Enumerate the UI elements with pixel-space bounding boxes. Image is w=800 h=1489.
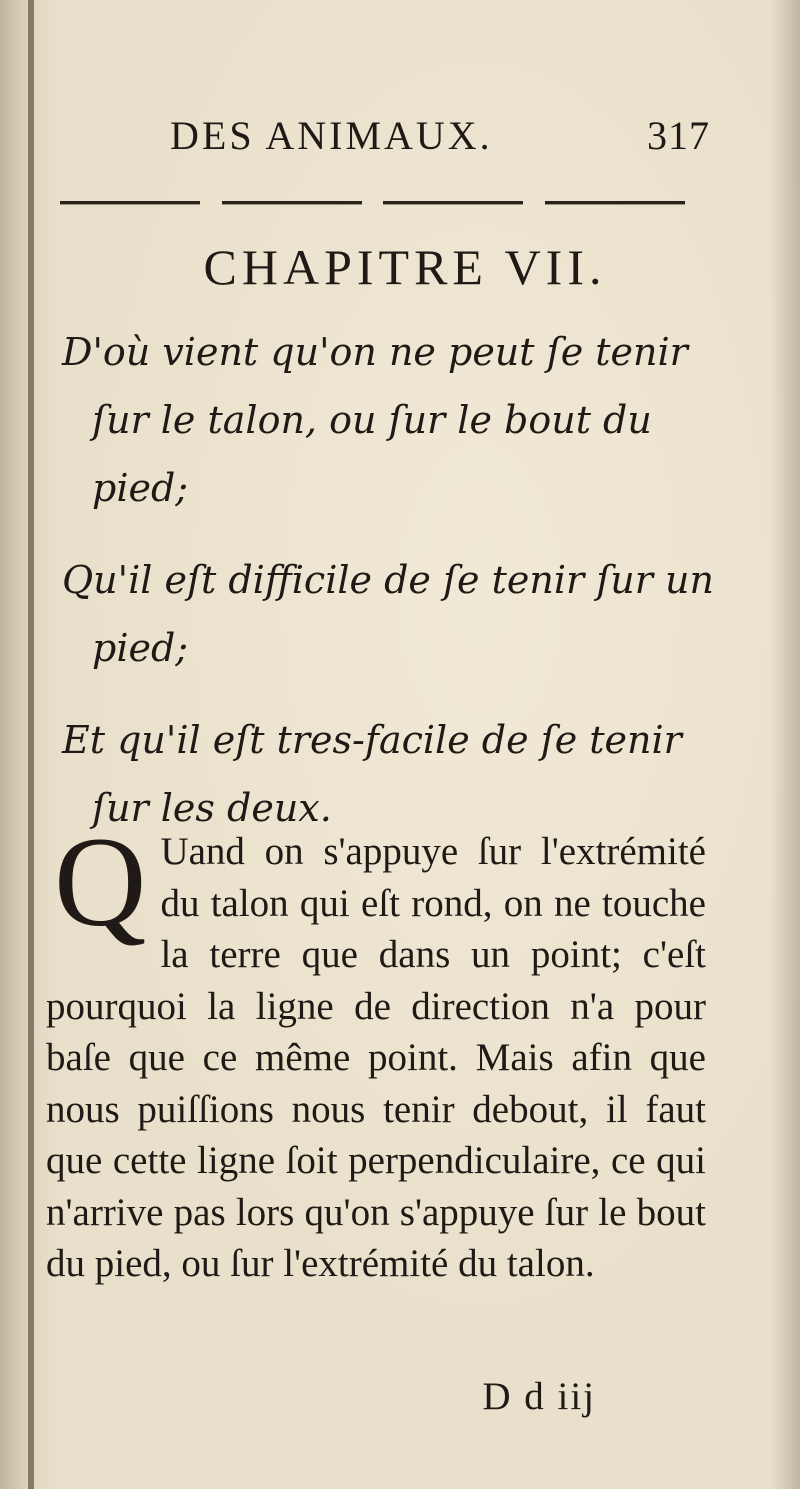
- running-title: DES ANIMAUX.: [170, 113, 493, 158]
- body-paragraph: [46, 811, 706, 1290]
- running-head: [150, 112, 710, 172]
- page-footer: [46, 1374, 706, 1434]
- rule-segment: [222, 201, 362, 204]
- rule-segment: [545, 201, 685, 204]
- page-edge-shading: [770, 0, 800, 1489]
- ornamental-rule: [60, 196, 685, 208]
- rule-segment: [383, 201, 523, 204]
- signature-mark: D d iij: [482, 1375, 596, 1418]
- summary-line-1: D'où vient qu'on ne peut ſe tenir ſur le talon, ou ſur le bout du pied;: [62, 330, 688, 510]
- rule-segment: [60, 201, 200, 204]
- chapter-title: CHAPITRE VII.: [203, 239, 607, 295]
- summary-line-2: Qu'il eſt difficile de ſe tenir ſur un pied;: [62, 558, 714, 670]
- chapter-summary: [62, 318, 722, 866]
- summary-line-3: Et qu'il eſt tres-facile de ſe tenir ſur les deux.: [62, 718, 682, 830]
- page-number: 317: [647, 113, 710, 158]
- drop-cap: Q: [54, 811, 147, 953]
- body-text: Uand on s'appuye ſur l'extrémité du talon qui eſt rond, on ne touche la terre que dans un point; c'eſt pourquoi la ligne de direction n'a pour baſe que ce même point. Mais afin que nous puiſſions nous tenir debout, il faut que cette ligne ſoit perpendiculaire, ce qui n'arrive pas lors qu'on s'appuye ſur le bout du pied, ou ſur l'extrémité du talon.: [46, 830, 706, 1285]
- page-gutter-shadow: [28, 0, 34, 1489]
